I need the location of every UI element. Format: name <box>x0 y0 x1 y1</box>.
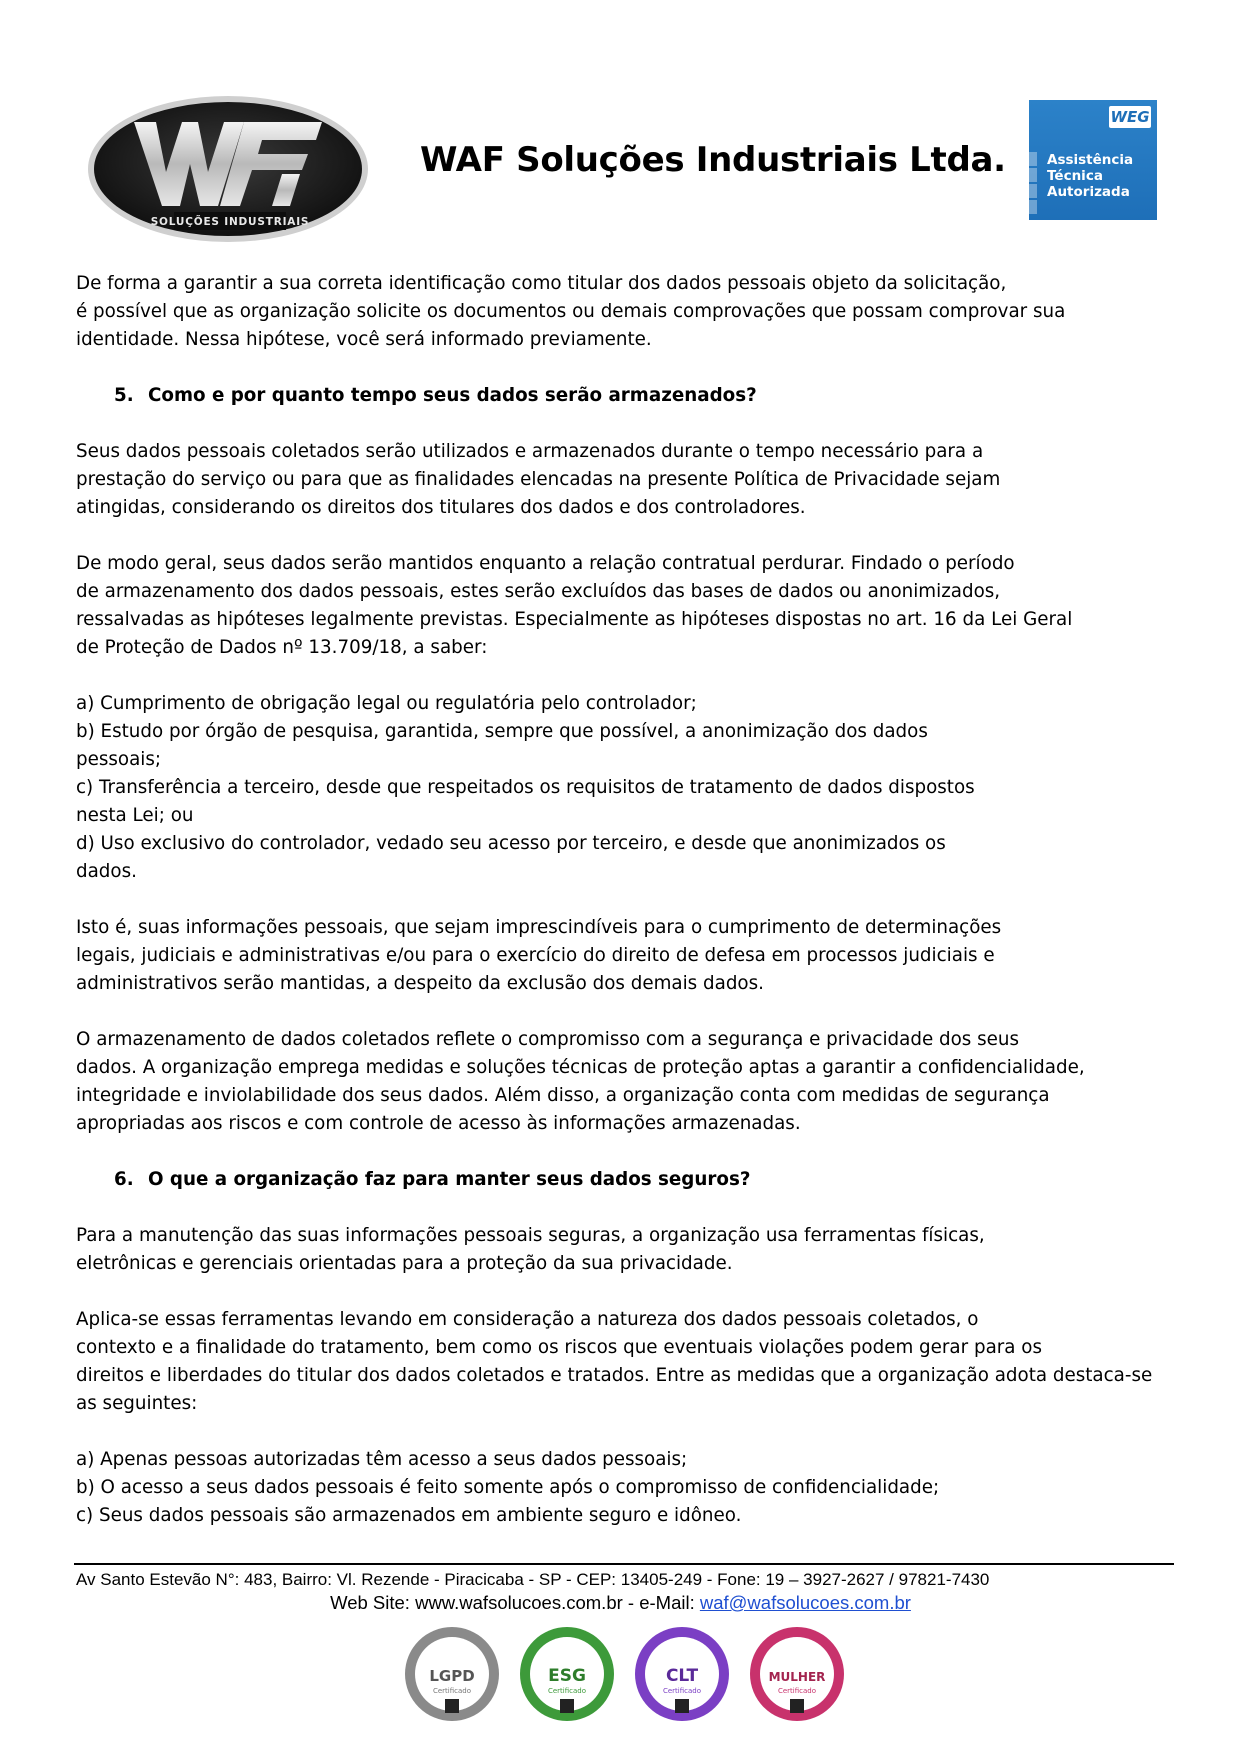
weg-authorized-badge <box>1029 100 1157 220</box>
clt-seal-icon <box>633 1625 731 1723</box>
text-line: prestação do serviço ou para que as finalidades elencadas na presente Política de Privacidade sejam <box>76 469 1001 490</box>
paragraph-intro <box>76 270 1176 354</box>
paragraph-5-3 <box>76 914 1176 998</box>
logo-text: SOLUÇÕES INDUSTRIAIS <box>150 216 310 228</box>
list-item: d) Uso exclusivo do controlador, vedado seu acesso por terceiro, e desde que anonimizados os <box>76 833 946 854</box>
list-item: pessoais; <box>76 749 162 770</box>
waf-logo <box>86 94 370 244</box>
list-item: a) Apenas pessoas autorizadas têm acesso a seus dados pessoais; <box>76 1449 688 1470</box>
seal-sub: Certificado <box>547 1687 587 1695</box>
text-line: direitos e liberdades do titular dos dados coletados e tratados. Entre as medidas que a organização adota destaca-se <box>76 1365 1153 1386</box>
section-title: Como e por quanto tempo seus dados serão armazenados? <box>148 385 757 406</box>
paragraph-5-4 <box>76 1026 1176 1138</box>
section-6-heading <box>76 1166 1176 1194</box>
list-item: b) Estudo por órgão de pesquisa, garantida, sempre que possível, a anonimização dos dados <box>76 721 928 742</box>
text-line: Isto é, suas informações pessoais, que sejam imprescindíveis para o cumprimento de determinações <box>76 917 1002 938</box>
text-line: ressalvadas as hipóteses legalmente previstas. Especialmente as hipóteses dispostas no art. 16 da Lei Geral <box>76 609 1073 630</box>
list-item: nesta Lei; ou <box>76 805 194 826</box>
text-line: contexto e a finalidade do tratamento, bem como os riscos que eventuais violações podem gerar para os <box>76 1337 1043 1358</box>
company-name: WAF Soluções Industriais Ltda. <box>420 140 1006 180</box>
paragraph-5-2 <box>76 550 1176 662</box>
footer-website: Web Site: www.wafsolucoes.com.br - e-Mail: <box>330 1592 700 1613</box>
text-line: De forma a garantir a sua correta identificação como titular dos dados pessoais objeto da solicitação, <box>76 273 1007 294</box>
section-number: 5. <box>114 385 134 406</box>
page-header <box>0 0 1241 240</box>
esg-seal-icon <box>518 1625 616 1723</box>
text-line: De modo geral, seus dados serão mantidos enquanto a relação contratual perdurar. Findado o período <box>76 553 1015 574</box>
section-title: O que a organização faz para manter seus dados seguros? <box>148 1169 751 1190</box>
section-number: 6. <box>114 1169 134 1190</box>
footer-divider <box>74 1563 1174 1565</box>
seal-sub: Certificado <box>662 1687 702 1695</box>
text-line: apropriadas aos riscos e com controle de acesso às informações armazenadas. <box>76 1113 801 1134</box>
footer-address: Av Santo Estevão N°: 483, Bairro: Vl. Rezende - Piracicaba - SP - CEP: 13405-249 - Fone: 19 – 3927-2627 / 97821-7430 <box>76 1570 990 1589</box>
certification-seals <box>403 1625 843 1730</box>
footer-email-link[interactable]: waf@wafsolucoes.com.br <box>699 1592 911 1613</box>
text-line: é possível que as organização solicite os documentos ou demais comprovações que possam comprovar sua <box>76 301 1066 322</box>
list-item: c) Seus dados pessoais são armazenados em ambiente seguro e idôneo. <box>76 1505 742 1526</box>
paragraph-6-2 <box>76 1306 1176 1418</box>
seal-label: LGPD <box>429 1667 475 1685</box>
section-5-heading <box>76 382 1176 410</box>
text-line: integridade e inviolabilidade dos seus dados. Além disso, a organização conta com medidas de segurança <box>76 1085 1050 1106</box>
seal-label: MULHER <box>768 1670 826 1684</box>
text-line: Seus dados pessoais coletados serão utilizados e armazenados durante o tempo necessário para a <box>76 441 984 462</box>
list-item: b) O acesso a seus dados pessoais é feito somente após o compromisso de confidencialidade; <box>76 1477 940 1498</box>
lgpd-seal-icon <box>403 1625 501 1723</box>
text-line: de armazenamento dos dados pessoais, estes serão excluídos das bases de dados ou anonimizados, <box>76 581 1001 602</box>
list-item: c) Transferência a terceiro, desde que respeitados os requisitos de tratamento de dados dispostos <box>76 777 975 798</box>
badge-line-1: Assistência <box>1047 152 1134 168</box>
badge-line-2: Técnica <box>1047 168 1103 184</box>
list-6-measures <box>76 1446 1176 1530</box>
weg-logo <box>1109 106 1151 128</box>
seal-sub: Certificado <box>432 1687 472 1695</box>
text-line: Aplica-se essas ferramentas levando em consideração a natureza dos dados pessoais coletados, o <box>76 1309 979 1330</box>
badge-decoration <box>1029 152 1037 212</box>
text-line: O armazenamento de dados coletados reflete o compromisso com a segurança e privacidade dos seus <box>76 1029 1020 1050</box>
list-item: a) Cumprimento de obrigação legal ou regulatória pelo controlador; <box>76 693 697 714</box>
text-line: administrativos serão mantidas, a despeito da exclusão dos demais dados. <box>76 973 764 994</box>
badge-line-3: Autorizada <box>1047 184 1130 200</box>
paragraph-6-1 <box>76 1222 1176 1278</box>
footer-contact <box>0 1592 1241 1614</box>
text-line: identidade. Nessa hipótese, você será informado previamente. <box>76 329 652 350</box>
weg-brand: WEG <box>1110 108 1150 126</box>
mulher-seal-icon <box>748 1625 846 1723</box>
text-line: atingidas, considerando os direitos dos titulares dos dados e dos controladores. <box>76 497 806 518</box>
text-line: dados. A organização emprega medidas e soluções técnicas de proteção aptas a garantir a confidencialidade, <box>76 1057 1085 1078</box>
list-5-exceptions <box>76 690 1176 886</box>
paragraph-5-1 <box>76 438 1176 522</box>
text-line: Para a manutenção das suas informações pessoais seguras, a organização usa ferramentas físicas, <box>76 1225 985 1246</box>
text-line: as seguintes: <box>76 1393 198 1414</box>
text-line: de Proteção de Dados nº 13.709/18, a saber: <box>76 637 488 658</box>
list-item: dados. <box>76 861 137 882</box>
seal-sub: Certificado <box>777 1687 817 1695</box>
seal-label: CLT <box>665 1666 699 1686</box>
seal-label: ESG <box>548 1666 586 1686</box>
text-line: eletrônicas e gerenciais orientadas para a proteção da sua privacidade. <box>76 1253 733 1274</box>
text-line: legais, judiciais e administrativas e/ou para o exercício do direito de defesa em processos judiciais e <box>76 945 995 966</box>
document-body <box>76 270 1176 1558</box>
